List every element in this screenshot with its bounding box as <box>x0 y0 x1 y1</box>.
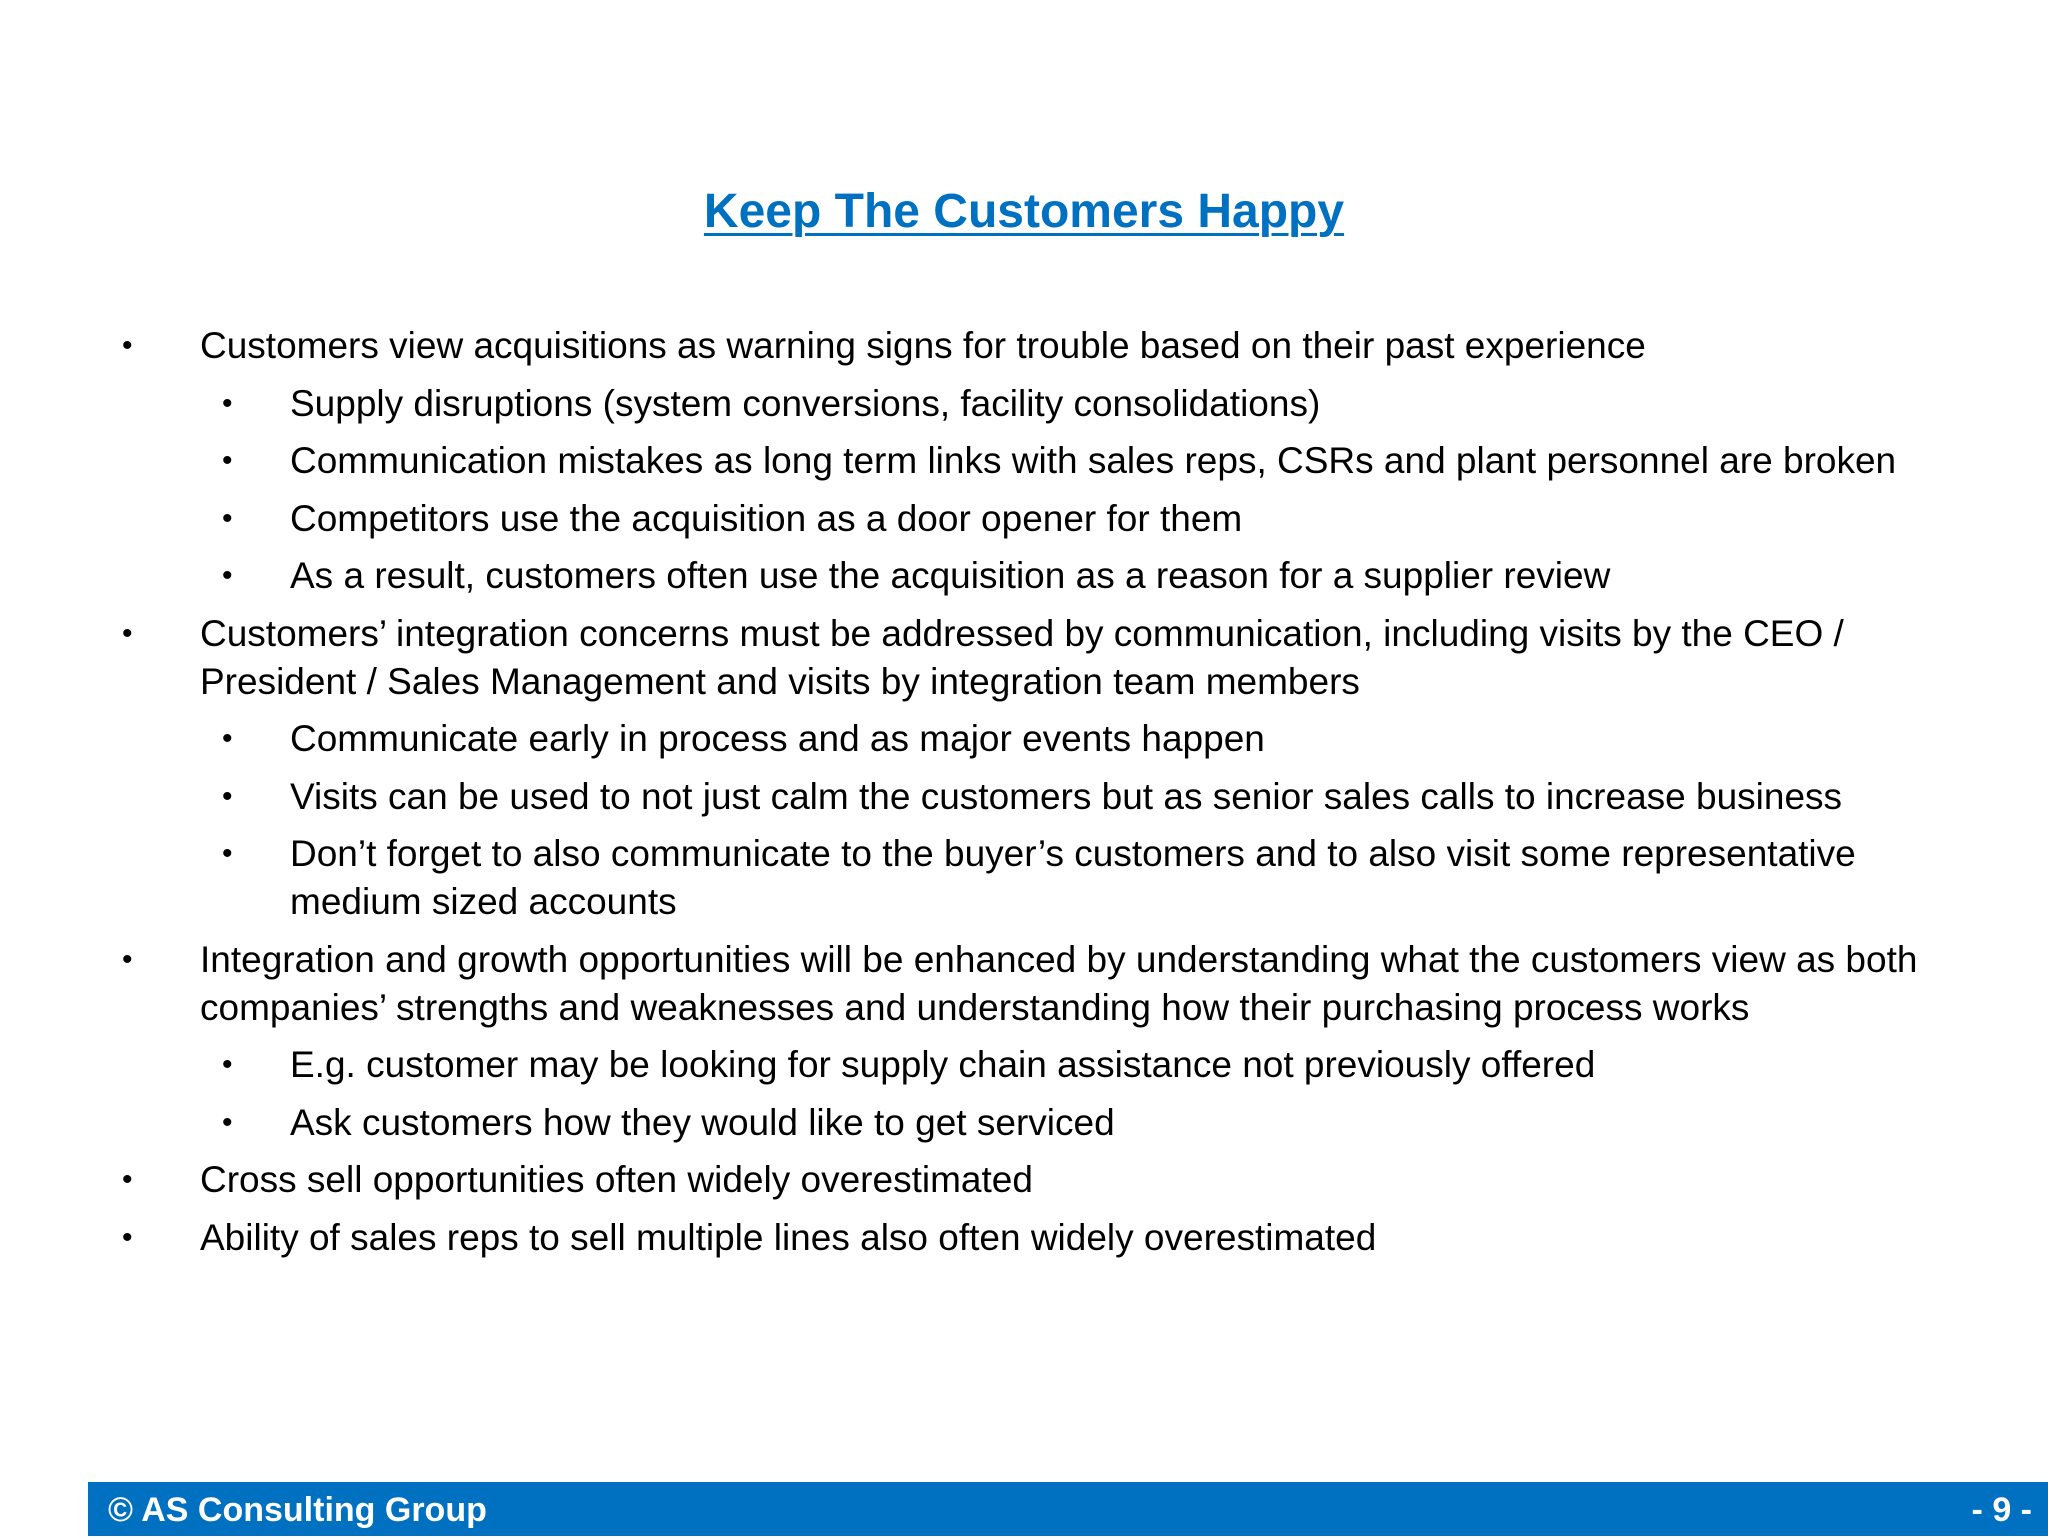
sub-bullet-item <box>222 830 1920 926</box>
bullet-text: Visits can be used to not just calm the customers but as senior sales calls to increase business <box>290 775 1843 817</box>
bullet-text: Supply disruptions (system conversions, facility consolidations) <box>290 382 1321 424</box>
bullet-text: Communication mistakes as long term links with sales reps, CSRs and plant personnel are broken <box>290 440 1897 481</box>
bullet-text: Customers view acquisitions as warning signs for trouble based on their past experience <box>200 325 1646 366</box>
sub-bullet-item <box>222 552 1920 600</box>
bullet-list <box>0 322 2048 1262</box>
bullet-text: Integration and growth opportunities will be enhanced by understanding what the customers view as both companies’ strengths and weaknesses and understanding how their purchasing process works <box>200 938 1918 1028</box>
footer-bar <box>88 1482 2048 1536</box>
bullet-text: E.g. customer may be looking for supply chain assistance not previously offered <box>290 1044 1596 1085</box>
copyright-text: © AS Consulting Group <box>108 1491 487 1529</box>
bullet-item <box>122 610 1920 706</box>
bullet-text: Ability of sales reps to sell multiple lines also often widely overestimated <box>200 1216 1377 1258</box>
sub-bullet-item <box>222 1041 1920 1089</box>
bullet-text: Competitors use the acquisition as a door opener for them <box>290 497 1243 539</box>
bullet-item <box>122 322 1920 370</box>
sub-bullet-item <box>222 380 1920 428</box>
bullet-dot-icon: • <box>222 559 233 592</box>
bullet-dot-icon: • <box>122 1220 133 1254</box>
bullet-dot-icon: • <box>222 837 233 870</box>
slide-title: Keep The Customers Happy <box>703 185 1345 238</box>
sub-bullet-item <box>222 437 1920 485</box>
sub-bullet-item <box>222 1099 1920 1147</box>
page-number: - 9 - <box>1971 1491 2032 1529</box>
bullet-dot-icon: • <box>222 779 233 813</box>
bullet-text: Ask customers how they would like to get serviced <box>290 1101 1115 1143</box>
bullet-dot-icon: • <box>222 386 233 420</box>
bullet-text: Communicate early in process and as major events happen <box>290 718 1265 759</box>
bullet-dot-icon: • <box>222 501 233 535</box>
sub-bullet-item <box>222 715 1920 763</box>
bullet-dot-icon: • <box>122 1163 133 1196</box>
bullet-item <box>122 1214 1920 1262</box>
bullet-text: Don’t forget to also communicate to the buyer’s customers and to also visit some representative medium sized accounts <box>290 833 1856 922</box>
bullet-dot-icon: • <box>122 329 133 362</box>
bullet-text: Customers’ integration concerns must be addressed by communication, including visits by the CEO / President / Sales Management and visits by integration team members <box>200 612 1844 702</box>
sub-bullet-item <box>222 495 1920 543</box>
bullet-dot-icon: • <box>122 942 133 976</box>
bullet-dot-icon: • <box>122 616 133 650</box>
bullet-dot-icon: • <box>222 1105 233 1139</box>
bullet-text: As a result, customers often use the acquisition as a reason for a supplier review <box>290 555 1611 596</box>
sub-bullet-item <box>222 773 1920 821</box>
bullet-item <box>122 936 1920 1032</box>
bullet-dot-icon: • <box>222 1048 233 1081</box>
bullet-dot-icon: • <box>222 444 233 477</box>
bullet-dot-icon: • <box>222 722 233 755</box>
bullet-item <box>122 1156 1920 1204</box>
bullet-text: Cross sell opportunities often widely overestimated <box>200 1159 1033 1200</box>
